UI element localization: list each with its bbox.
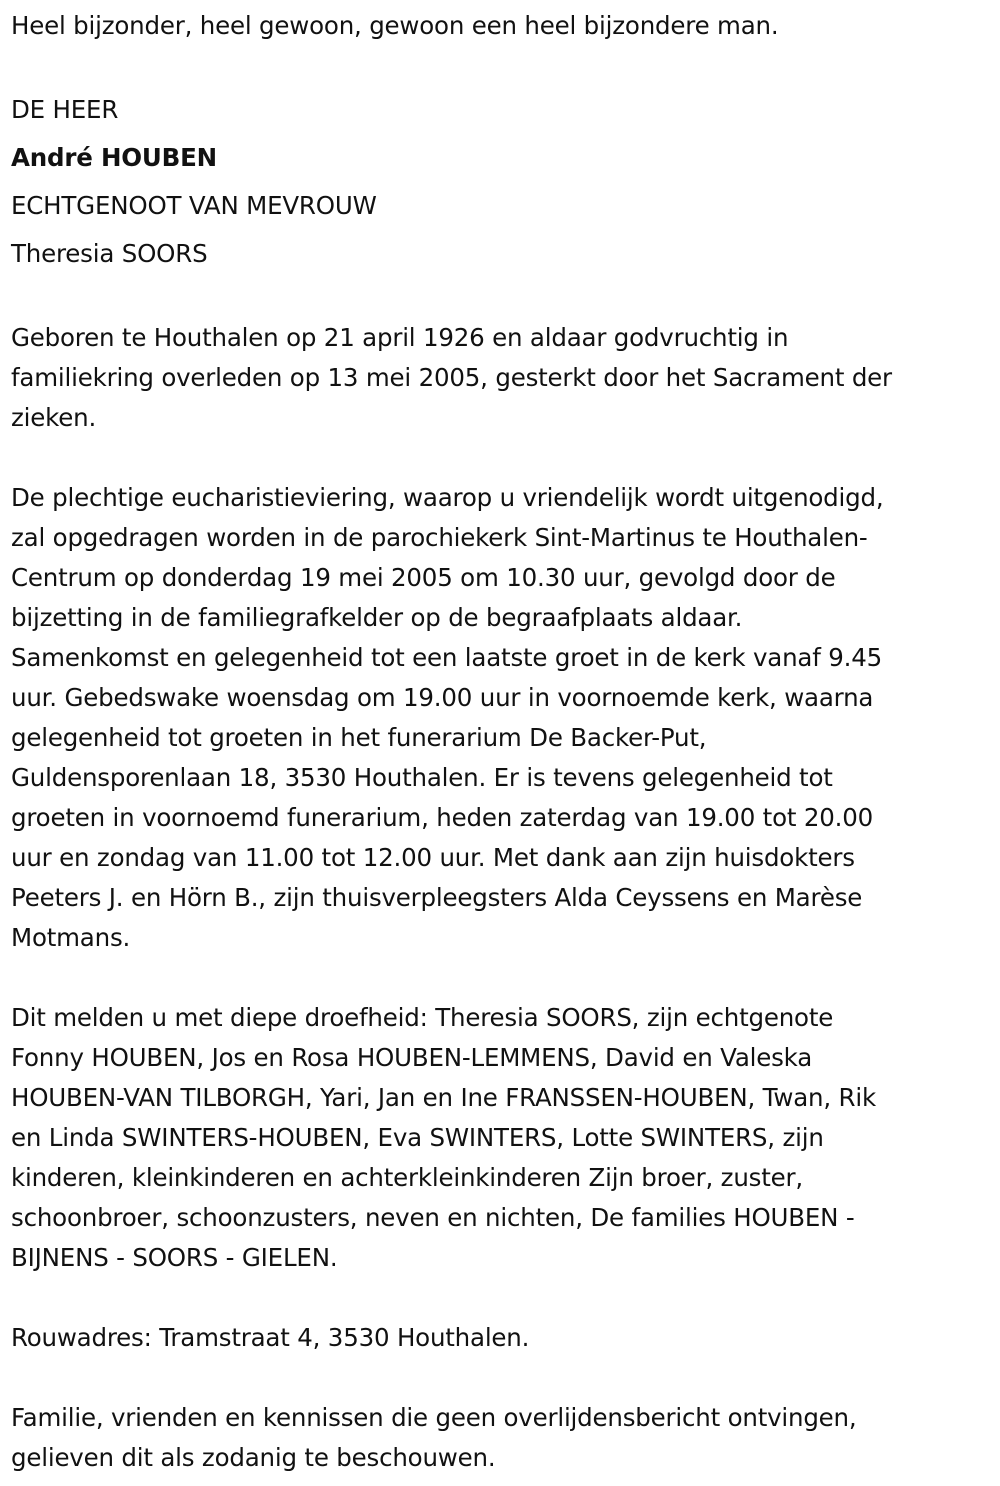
- spacer: [11, 1278, 989, 1318]
- mourning-address: Rouwadres: Tramstraat 4, 3530 Houthalen.: [11, 1323, 530, 1352]
- spacer: [11, 46, 989, 86]
- text-line: uur en zondag van 11.00 tot 12.00 uur. Met dank aan zijn huisdokters: [11, 843, 855, 872]
- text-line: Familie, vrienden en kennissen die geen overlijdensbericht ontvingen,: [11, 1403, 857, 1432]
- text-line: Guldensporenlaan 18, 3530 Houthalen. Er is tevens gelegenheid tot: [11, 763, 833, 792]
- text-line: bijzetting in de familiegrafkelder op de begraafplaats aldaar.: [11, 603, 743, 632]
- text-line: kinderen, kleinkinderen en achterkleinkinderen Zijn broer, zuster,: [11, 1163, 803, 1192]
- spacer: [11, 958, 989, 998]
- text-line: Fonny HOUBEN, Jos en Rosa HOUBEN-LEMMENS, David en Valeska: [11, 1043, 813, 1072]
- text-line: gelegenheid tot groeten in het funerarium De Backer-Put,: [11, 723, 707, 752]
- spacer: [11, 278, 989, 318]
- spouse-label: ECHTGENOOT VAN MEVROUW: [11, 191, 377, 220]
- closing-paragraph: [11, 1398, 989, 1478]
- birth-death-paragraph: [11, 318, 989, 438]
- text-line: De plechtige eucharistieviering, waarop u vriendelijk wordt uitgenodigd,: [11, 483, 884, 512]
- text-line: en Linda SWINTERS-HOUBEN, Eva SWINTERS, Lotte SWINTERS, zijn: [11, 1123, 824, 1152]
- text-line: Centrum op donderdag 19 mei 2005 om 10.30 uur, gevolgd door de: [11, 563, 836, 592]
- spacer: [11, 1358, 989, 1398]
- text-line: zieken.: [11, 403, 97, 432]
- obituary-notice: [11, 6, 989, 1478]
- deceased-header: [11, 86, 989, 278]
- salutation: DE HEER: [11, 95, 119, 124]
- spacer: [11, 438, 989, 478]
- spouse-name: Theresia SOORS: [11, 239, 208, 268]
- text-line: uur. Gebedswake woensdag om 19.00 uur in voornoemde kerk, waarna: [11, 683, 874, 712]
- text-line: schoonbroer, schoonzusters, neven en nichten, De families HOUBEN -: [11, 1203, 855, 1232]
- text-line: Dit melden u met diepe droefheid: Theresia SOORS, zijn echtgenote: [11, 1003, 834, 1032]
- text-line: BIJNENS - SOORS - GIELEN.: [11, 1243, 338, 1272]
- deceased-name: André HOUBEN: [11, 143, 217, 172]
- text-line: gelieven dit als zodanig te beschouwen.: [11, 1443, 496, 1472]
- tagline: Heel bijzonder, heel gewoon, gewoon een heel bijzondere man.: [11, 11, 779, 40]
- text-line: Peeters J. en Hörn B., zijn thuisverpleegsters Alda Ceyssens en Marèse: [11, 883, 863, 912]
- text-line: Samenkomst en gelegenheid tot een laatste groet in de kerk vanaf 9.45: [11, 643, 883, 672]
- text-line: Geboren te Houthalen op 21 april 1926 en aldaar godvruchtig in: [11, 323, 789, 352]
- family-paragraph: [11, 998, 989, 1278]
- text-line: HOUBEN-VAN TILBORGH, Yari, Jan en Ine FRANSSEN-HOUBEN, Twan, Rik: [11, 1083, 876, 1112]
- ceremony-paragraph: [11, 478, 989, 958]
- text-line: zal opgedragen worden in de parochiekerk Sint-Martinus te Houthalen-: [11, 523, 868, 552]
- text-line: groeten in voornoemd funerarium, heden zaterdag van 19.00 tot 20.00: [11, 803, 873, 832]
- text-line: Motmans.: [11, 923, 131, 952]
- text-line: familiekring overleden op 13 mei 2005, gesterkt door het Sacrament der: [11, 363, 892, 392]
